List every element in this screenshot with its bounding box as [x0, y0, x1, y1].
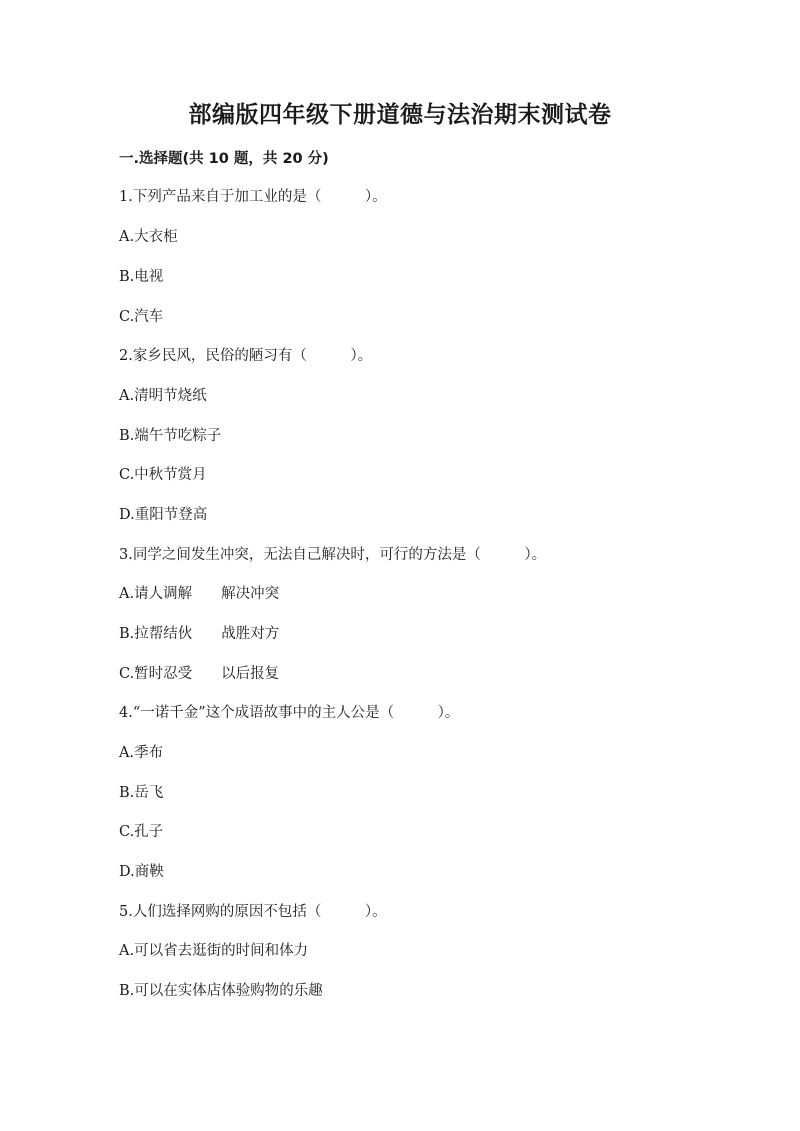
question-5-option-a: A.可以省去逛街的时间和体力 — [119, 943, 309, 959]
question-3-option-b: B.拉帮结伙 战胜对方 — [119, 626, 280, 642]
question-3-stem: 3.同学之间发生冲突，无法自己解决时，可行的方法是（ ）。 — [119, 547, 547, 563]
question-2-option-d: D.重阳节登高 — [119, 507, 208, 523]
question-1-option-c: C.汽车 — [119, 309, 164, 325]
question-2-option-b: B.端午节吃粽子 — [119, 428, 222, 444]
page-title: 部编版四年级下册道德与法治期末测试卷 — [188, 102, 612, 128]
question-1-stem: 1.下列产品来自于加工业的是（ ）。 — [119, 189, 387, 205]
section-heading: 一.选择题(共 10 题，共 20 分) — [119, 151, 329, 167]
question-1-option-b: B.电视 — [119, 269, 164, 285]
question-2-stem: 2.家乡民风，民俗的陋习有（ ）。 — [119, 348, 373, 364]
question-5-stem: 5.人们选择网购的原因不包括（ ）。 — [119, 904, 387, 920]
question-4-option-b: B.岳飞 — [119, 785, 164, 801]
question-4-option-c: C.孔子 — [119, 824, 164, 840]
question-1-option-a: A.大衣柜 — [119, 229, 178, 245]
question-4-stem: 4.“一诺千金”这个成语故事中的主人公是（ ）。 — [119, 705, 460, 721]
question-4-option-d: D.商鞅 — [119, 864, 164, 880]
question-3-option-c: C.暂时忍受 以后报复 — [119, 666, 280, 682]
question-4-option-a: A.季布 — [119, 745, 164, 761]
question-2-option-c: C.中秋节赏月 — [119, 467, 207, 483]
question-5-option-b: B.可以在实体店体验购物的乐趣 — [119, 983, 323, 999]
question-3-option-a: A.请人调解 解决冲突 — [119, 586, 280, 602]
question-2-option-a: A.清明节烧纸 — [119, 388, 207, 404]
